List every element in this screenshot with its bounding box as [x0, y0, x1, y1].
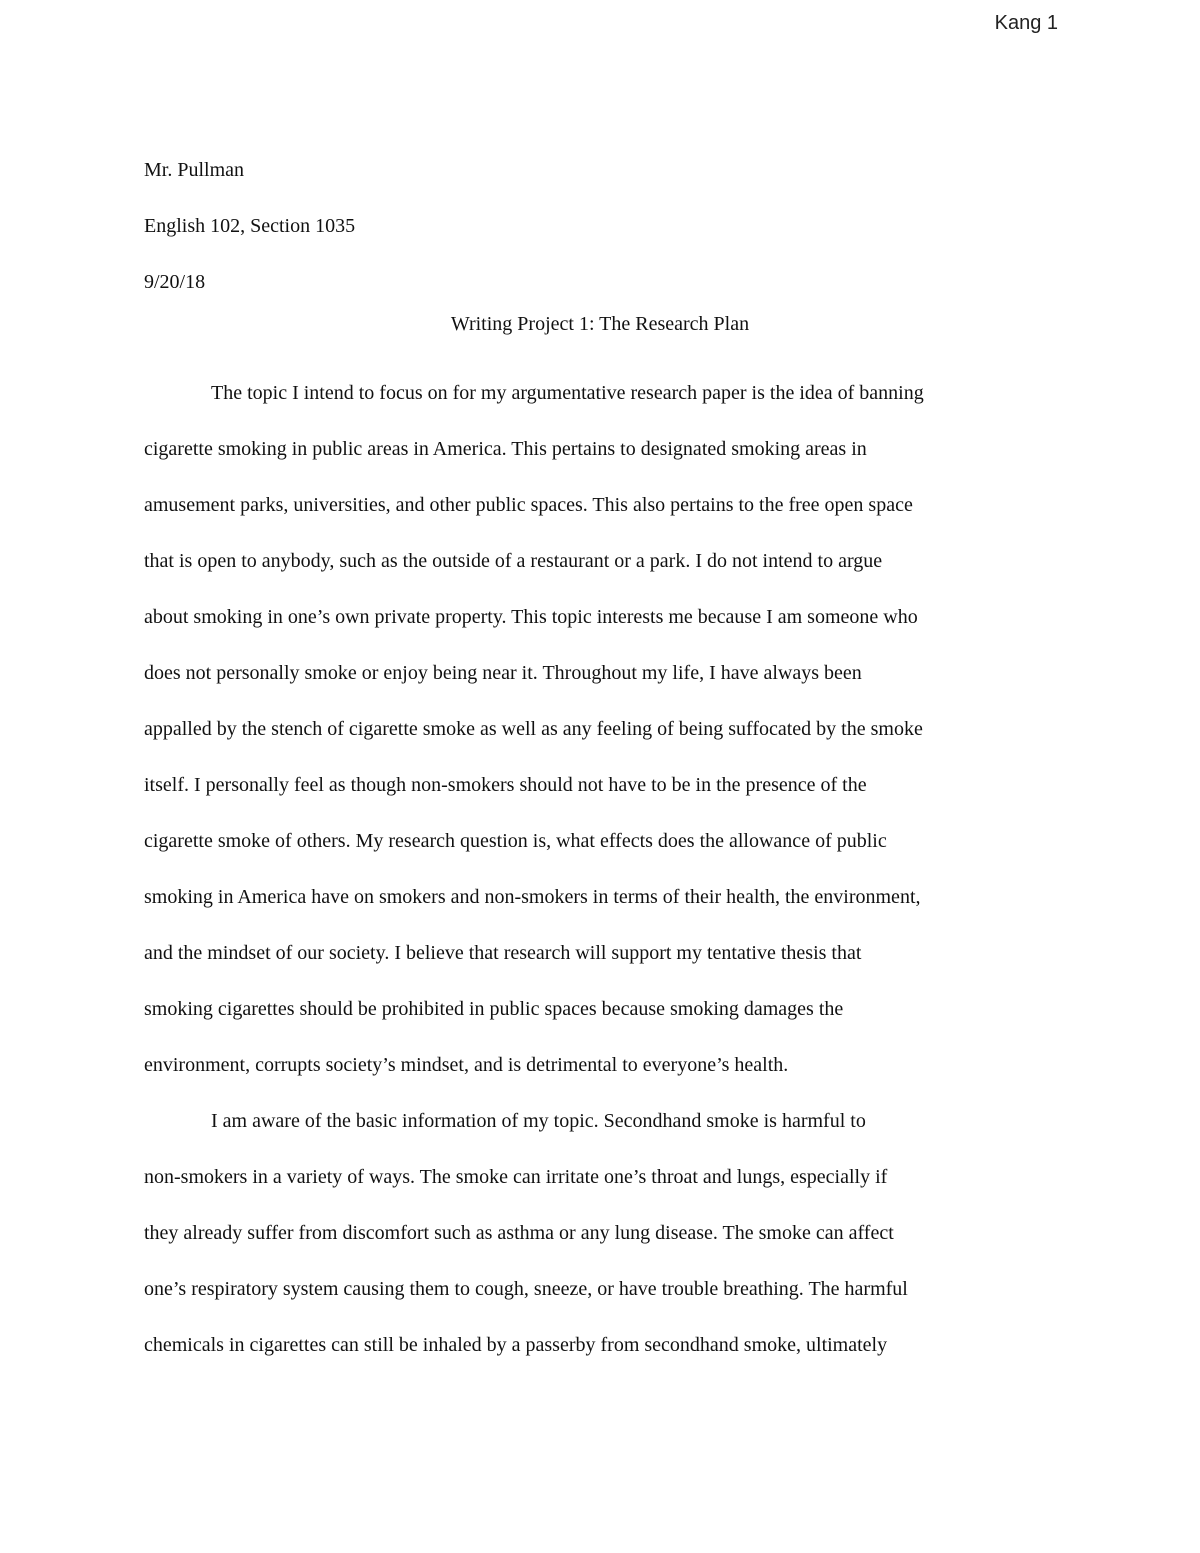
paragraph-line: one’s respiratory system causing them to cough, sneeze, or have trouble breathing. The harmful: [144, 1278, 908, 1300]
paragraph-line: itself. I personally feel as though non-smokers should not have to be in the presence of the: [144, 774, 867, 796]
document-body: [144, 365, 1056, 1373]
paragraph-line: chemicals in cigarettes can still be inhaled by a passerby from secondhand smoke, ultimately: [144, 1334, 888, 1356]
paragraph-line: about smoking in one’s own private property. This topic interests me because I am someone who: [144, 606, 918, 628]
mla-heading: [144, 142, 355, 310]
document-title: Writing Project 1: The Research Plan: [450, 313, 750, 335]
date: 9/20/18: [144, 271, 206, 293]
paragraph-line: amusement parks, universities, and other public spaces. This also pertains to the free open space: [144, 494, 913, 516]
paragraph-line: The topic I intend to focus on for my argumentative research paper is the idea of banning: [211, 382, 924, 404]
paragraph-line: does not personally smoke or enjoy being near it. Throughout my life, I have always been: [144, 662, 862, 684]
paragraph-line: cigarette smoke of others. My research question is, what effects does the allowance of public: [144, 830, 887, 852]
paragraph-line: appalled by the stench of cigarette smoke as well as any feeling of being suffocated by the smoke: [144, 718, 923, 740]
paragraph-line: that is open to anybody, such as the outside of a restaurant or a park. I do not intend to argue: [144, 550, 883, 572]
paragraph-line: non-smokers in a variety of ways. The smoke can irritate one’s throat and lungs, especially if: [144, 1166, 888, 1188]
paragraph-line: and the mindset of our society. I believe that research will support my tentative thesis that: [144, 942, 862, 964]
paragraph-line: I am aware of the basic information of my topic. Secondhand smoke is harmful to: [211, 1110, 866, 1132]
paragraph-2: [144, 1093, 1056, 1373]
paragraph-line: smoking cigarettes should be prohibited in public spaces because smoking damages the: [144, 998, 844, 1020]
instructor-name: Mr. Pullman: [144, 159, 245, 181]
paragraph-line: environment, corrupts society’s mindset, and is detrimental to everyone’s health.: [144, 1054, 789, 1076]
paragraph-line: smoking in America have on smokers and non-smokers in terms of their health, the environment,: [144, 886, 921, 908]
paragraph-line: cigarette smoking in public areas in America. This pertains to designated smoking areas in: [144, 438, 867, 460]
running-head: Kang 1: [994, 12, 1058, 34]
paragraph-line: they already suffer from discomfort such as asthma or any lung disease. The smoke can affect: [144, 1222, 894, 1244]
course-info: English 102, Section 1035: [144, 215, 356, 237]
paragraph-1: [144, 365, 1056, 1093]
